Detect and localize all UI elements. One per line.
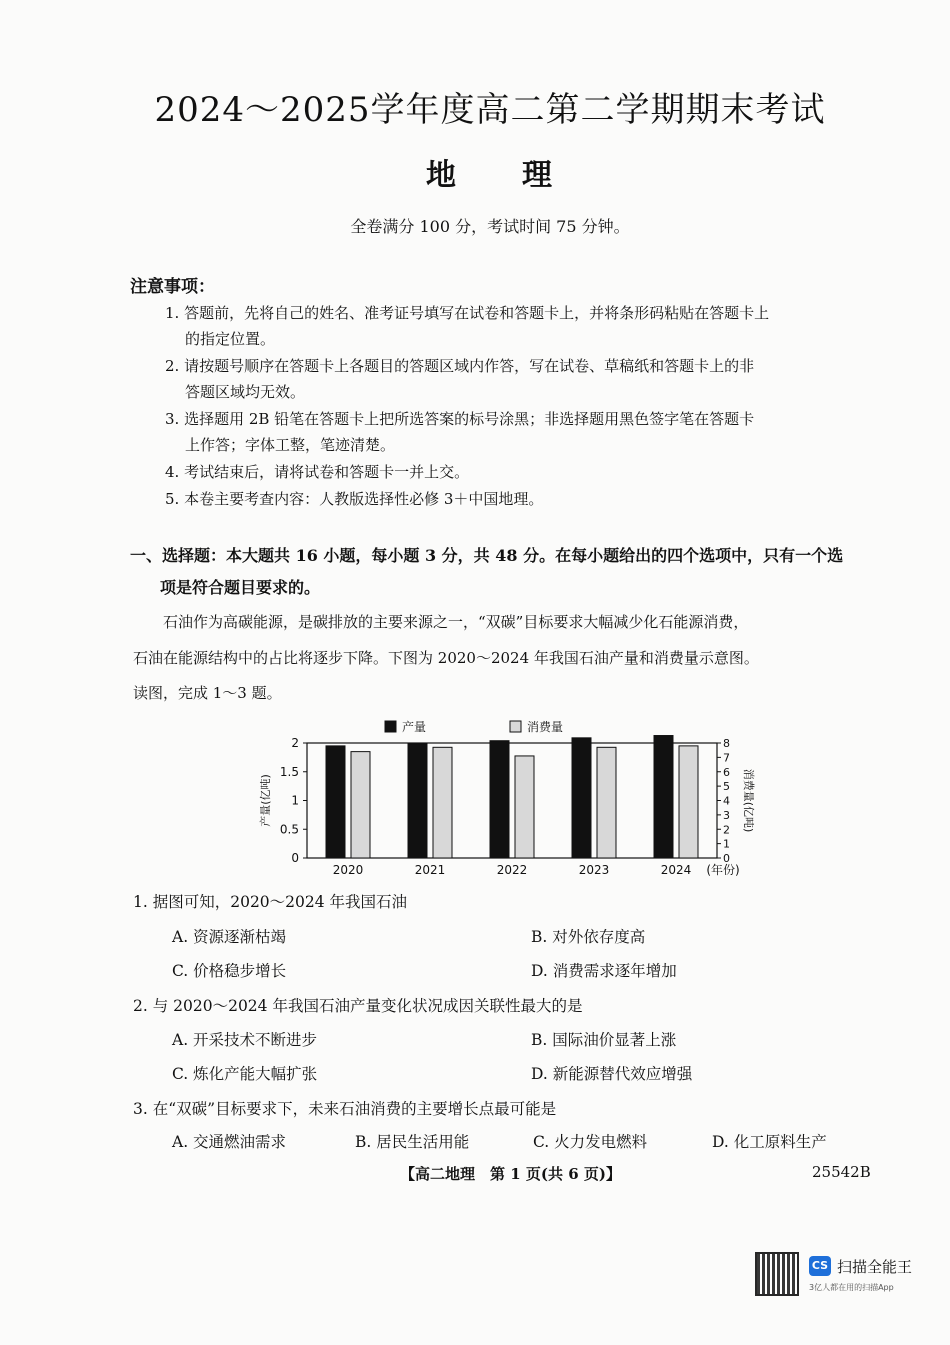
bar-production	[490, 741, 509, 858]
option-b: B. 对外依存度高	[531, 928, 646, 946]
y-right-tick-label: 4	[723, 794, 730, 808]
y-right-tick-label: 2	[723, 823, 730, 837]
bar-consumption	[515, 756, 534, 858]
option-b: B. 居民生活用能	[355, 1133, 470, 1151]
y-left-label: 产量(亿吨)	[259, 774, 272, 827]
bar-production	[408, 744, 427, 858]
y-left-tick-label: 2	[291, 736, 299, 750]
scanner-tagline: 3亿人都在用的扫描App	[809, 1283, 894, 1292]
bar-consumption	[351, 752, 370, 858]
legend-swatch	[385, 721, 396, 732]
x-tick-label: 2020	[332, 863, 364, 877]
notice-line: 的指定位置。	[185, 330, 276, 348]
notice-line: 答题区域均无效。	[185, 383, 306, 401]
bar-production	[572, 738, 591, 858]
bar-consumption	[679, 746, 698, 858]
bar-production	[654, 736, 673, 858]
option-b: B. 国际油价显著上涨	[531, 1031, 677, 1049]
exam-title: 2024～2025学年度高二第二学期期末考试	[154, 90, 826, 130]
option-c: C. 价格稳步增长	[172, 962, 287, 980]
y-left-tick-label: 0	[291, 851, 299, 865]
oil-chart	[255, 713, 755, 885]
option-c: C. 炼化产能大幅扩张	[172, 1065, 318, 1083]
x-tick-label: 2023	[578, 863, 610, 877]
option-d: D. 化工原料生产	[712, 1133, 827, 1151]
y-right-tick-label: 5	[723, 780, 730, 794]
y-right-tick-label: 3	[723, 808, 730, 822]
cs-logo-icon: CS	[809, 1256, 831, 1276]
option-a: A. 资源逐渐枯竭	[172, 928, 287, 946]
exam-meta: 全卷满分 100 分，考试时间 75 分钟。	[350, 217, 630, 236]
notice-line: 上作答；字体工整，笔迹清楚。	[185, 436, 396, 454]
legend-label: 产量	[402, 720, 427, 734]
y-right-tick-label: 6	[723, 765, 730, 779]
legend-label: 消费量	[527, 720, 564, 734]
y-right-label: 消费量(亿吨)	[742, 768, 755, 833]
y-right-tick-label: 0	[723, 852, 730, 865]
paper-code: 25542B	[812, 1163, 871, 1181]
option-c: C. 火力发电燃料	[533, 1133, 648, 1151]
notice-heading: 注意事项：	[130, 277, 215, 297]
x-axis-label: (年份)	[706, 863, 740, 877]
y-right-tick-label: 7	[723, 751, 730, 765]
question-stem: 1. 据图可知，2020～2024 年我国石油	[133, 893, 408, 911]
bar-consumption	[597, 747, 616, 858]
option-d: D. 消费需求逐年增加	[531, 962, 677, 980]
x-tick-label: 2022	[496, 863, 528, 877]
page-footer: 【高二地理 第 1 页(共 6 页)】	[400, 1165, 621, 1183]
bar-consumption	[433, 747, 452, 858]
section-heading-cont: 项是符合题目要求的。	[160, 578, 321, 597]
notice-line: 5. 本卷主要考查内容：人教版选择性必修 3＋中国地理。	[165, 490, 544, 508]
y-left-tick-label: 1.5	[279, 764, 299, 779]
scanner-name: 扫描全能王	[837, 1258, 913, 1276]
notice-line: 1. 答题前，先将自己的姓名、准考证号填写在试卷和答题卡上，并将条形码粘贴在答题卡上	[165, 304, 770, 322]
intro-line: 石油作为高碳能源，是碳排放的主要来源之一，“双碳”目标要求大幅减少化石能源消费，	[133, 613, 749, 631]
legend-swatch	[510, 721, 521, 732]
question-stem: 3. 在“双碳”目标要求下，未来石油消费的主要增长点最可能是	[133, 1100, 557, 1118]
intro-line: 石油在能源结构中的占比将逐步下降。下图为 2020～2024 年我国石油产量和消费量示意图。	[133, 649, 759, 667]
x-tick-label: 2021	[414, 863, 446, 877]
subject-title: 地 理	[426, 158, 554, 193]
notice-line: 4. 考试结束后，请将试卷和答题卡一并上交。	[165, 463, 470, 481]
option-a: A. 开采技术不断进步	[172, 1031, 318, 1049]
x-tick-label: 2024	[660, 863, 692, 877]
y-left-tick-label: 0.5	[279, 822, 299, 837]
bar-production	[326, 746, 345, 858]
option-a: A. 交通燃油需求	[172, 1133, 287, 1151]
notice-line: 3. 选择题用 2B 铅笔在答题卡上把所选答案的标号涂黑；非选择题用黑色签字笔在答题卡	[165, 410, 755, 428]
y-left-tick-label: 1	[291, 793, 299, 808]
y-right-tick-label: 8	[723, 737, 730, 750]
qr-code-icon	[755, 1252, 799, 1296]
question-stem: 2. 与 2020～2024 年我国石油产量变化状况成因关联性最大的是	[133, 997, 583, 1015]
option-d: D. 新能源替代效应增强	[531, 1065, 693, 1083]
intro-line: 读图，完成 1～3 题。	[133, 684, 282, 702]
section-heading: 一、选择题：本大题共 16 小题，每小题 3 分，共 48 分。在每小题给出的四个选项中，只有一个选	[130, 546, 844, 565]
notice-line: 2. 请按题号顺序在答题卡上各题目的答题区域内作答，写在试卷、草稿纸和答题卡上的非	[165, 357, 755, 375]
y-right-tick-label: 1	[723, 837, 730, 851]
